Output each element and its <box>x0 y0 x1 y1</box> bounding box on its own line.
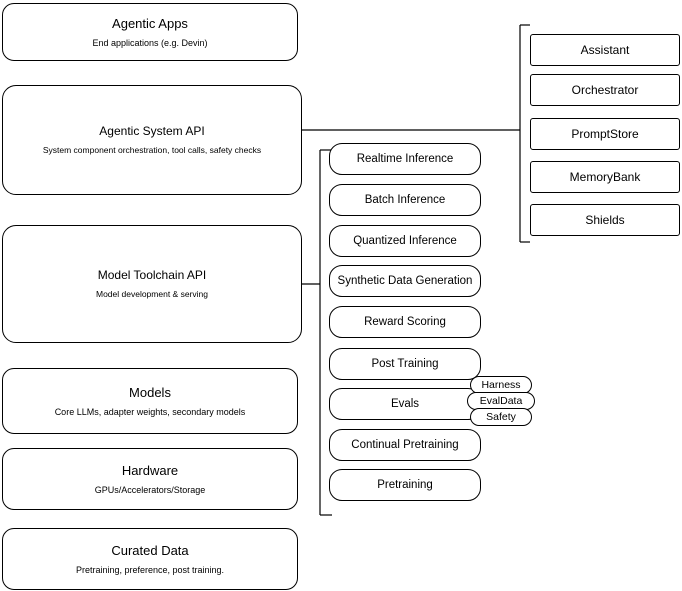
layer-model-toolchain-api[interactable] <box>2 225 302 343</box>
component-post-training[interactable] <box>329 348 481 380</box>
component-batch-inference[interactable] <box>329 184 481 216</box>
component-evals[interactable] <box>329 388 481 420</box>
layer-subtitle: Core LLMs, adapter weights, secondary models <box>54 406 246 417</box>
component-label: Continual Pretraining <box>351 439 459 451</box>
layer-title: Models <box>129 384 171 400</box>
component-label: MemoryBank <box>569 170 641 184</box>
component-continual-pretraining[interactable] <box>329 429 481 461</box>
layer-agentic-system-api[interactable] <box>2 85 302 195</box>
layer-agentic-apps[interactable] <box>2 3 298 61</box>
component-label: Pretraining <box>377 479 433 491</box>
layer-title: Agentic System API <box>99 124 205 138</box>
component-label: Quantized Inference <box>353 235 457 247</box>
layer-curated-data[interactable] <box>2 528 298 590</box>
component-label: Batch Inference <box>364 194 446 206</box>
component-pretraining[interactable] <box>329 469 481 501</box>
layer-subtitle: End applications (e.g. Devin) <box>92 37 208 48</box>
component-shields[interactable] <box>530 204 680 236</box>
component-label: Evals <box>390 398 420 410</box>
layer-title: Model Toolchain API <box>97 268 207 282</box>
layer-models[interactable] <box>2 368 298 434</box>
eval-pill-label: EvalData <box>479 395 523 407</box>
layer-hardware[interactable] <box>2 448 298 510</box>
layer-title: Curated Data <box>111 542 189 558</box>
layer-subtitle: Model development & serving <box>96 289 208 299</box>
component-label: PromptStore <box>571 127 639 141</box>
layer-title: Agentic Apps <box>112 15 188 31</box>
component-label: Reward Scoring <box>364 316 446 328</box>
component-quantized-inference[interactable] <box>329 225 481 257</box>
component-label: Post Training <box>371 358 439 370</box>
component-memorybank[interactable] <box>530 161 680 193</box>
component-assistant[interactable] <box>530 34 680 66</box>
component-synthetic-data-generation[interactable] <box>329 265 481 297</box>
component-orchestrator[interactable] <box>530 74 680 106</box>
layer-subtitle: System component orchestration, tool calls, safety checks <box>42 145 262 155</box>
eval-pill-label: Harness <box>481 379 521 391</box>
component-promptstore[interactable] <box>530 118 680 150</box>
layer-subtitle: GPUs/Accelerators/Storage <box>94 484 206 495</box>
component-reward-scoring[interactable] <box>329 306 481 338</box>
component-label: Assistant <box>580 43 630 57</box>
component-realtime-inference[interactable] <box>329 143 481 175</box>
component-label: Realtime Inference <box>356 153 454 165</box>
layer-title: Hardware <box>121 462 179 478</box>
layer-subtitle: Pretraining, preference, post training. <box>75 564 225 575</box>
component-label: Orchestrator <box>571 83 639 97</box>
component-label: Shields <box>585 213 625 227</box>
eval-pill-label: Safety <box>486 411 516 423</box>
eval-pill-safety[interactable] <box>470 408 532 426</box>
component-label: Synthetic Data Generation <box>337 275 473 287</box>
